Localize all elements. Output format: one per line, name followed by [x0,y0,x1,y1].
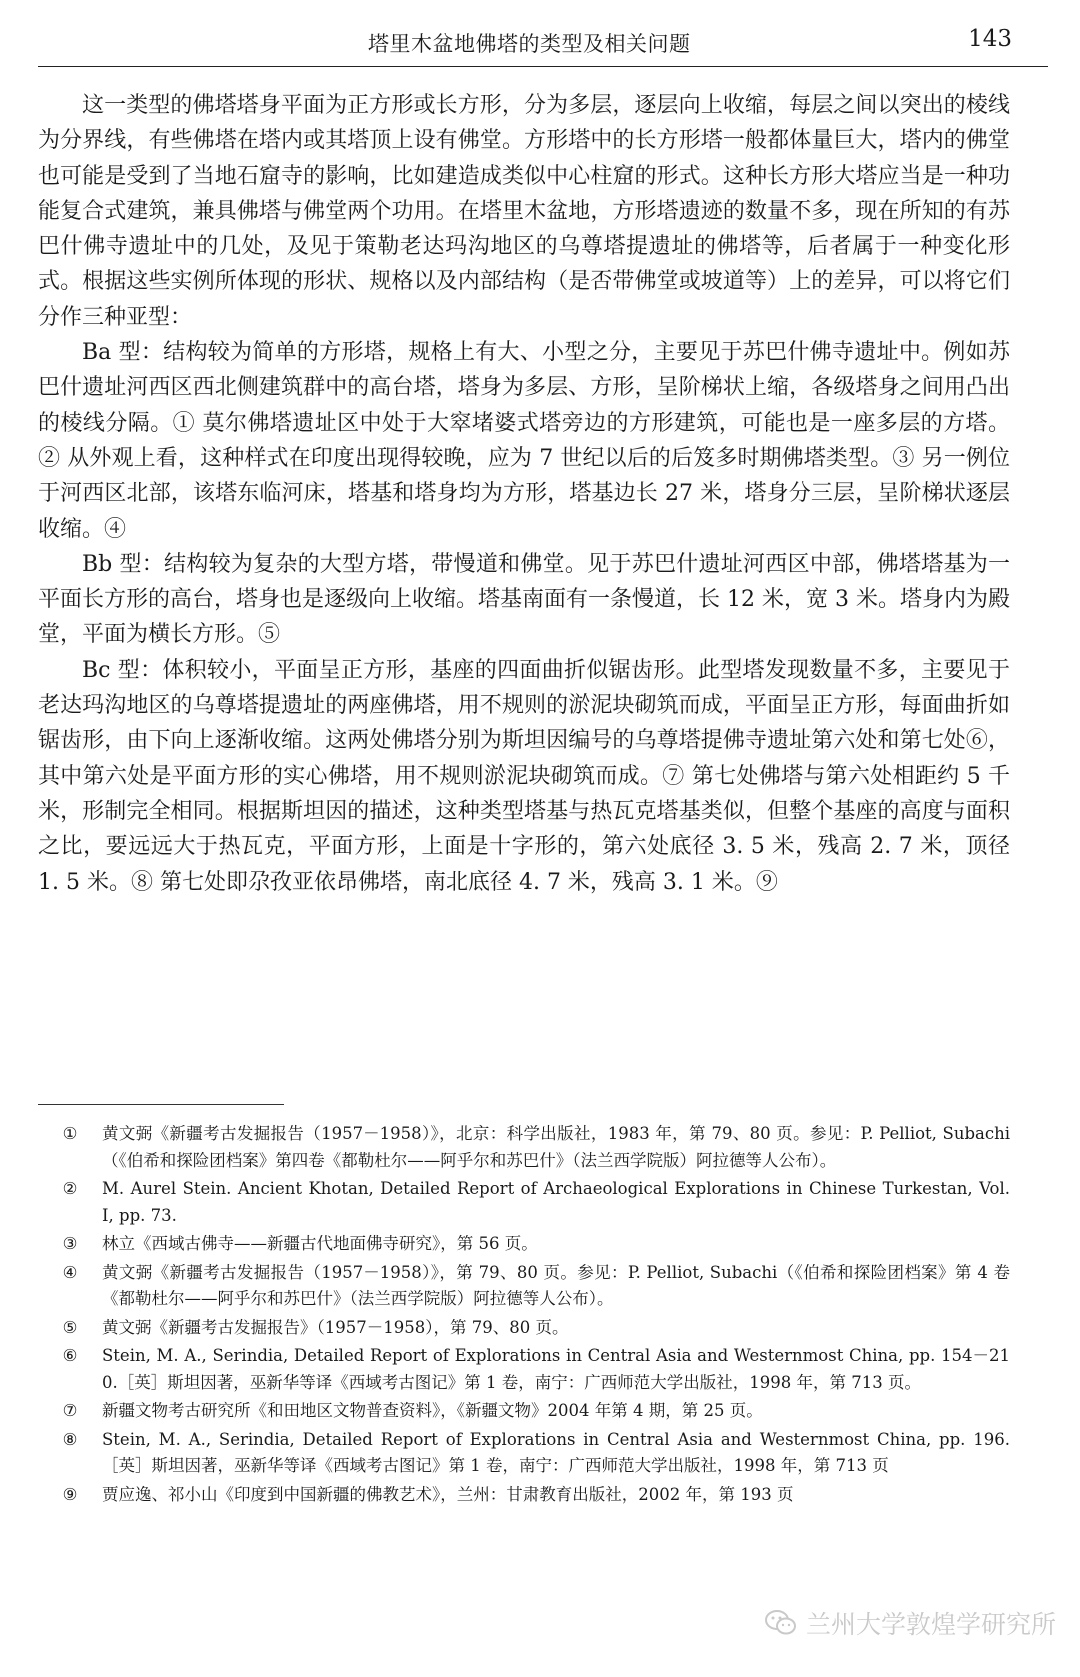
footnote-number: ③ [62,1234,78,1253]
body-text [38,88,1010,900]
footnote-number: ⑤ [62,1317,78,1337]
paragraph: 这一类型的佛塔塔身平面为正方形或长方形，分为多层，逐层向上收缩，每层之间以突出的棱线为分界线，有些佛塔在塔内或其塔顶上设有佛堂。方形塔中的长方形塔一般都体量巨大，塔内的佛堂也可能是受到了当地石窟寺的影响，比如建造成类似中心柱窟的形式。这种长方形大塔应当是一种功能复合式建筑，兼具佛塔与佛堂两个功用。在塔里木盆地，方形塔遗迹的数量不多，现在所知的有苏巴什佛寺遗址中的几处，及见于策勒老达玛沟地区的乌尊塔提遗址的佛塔等，后者属于一种变化形式。根据这些实例所体现的形状、规格以及内部结构（是否带佛堂或坡道等）上的差异，可以将它们分作三种亚型： [38,93,1010,330]
footnote [38,1398,1010,1425]
page-number: 143 [968,26,1012,52]
watermark [764,1605,1056,1641]
footnote [38,1482,1010,1509]
footnote-number: ⑧ [62,1429,78,1449]
footnote-text: 黄文弼《新疆考古发掘报告》（1957－1958），第 79、80 页。 [102,1317,569,1337]
footnote-text: Stein, M. A., Serindia, Detailed Report of Explorations in Central Asia and Westernmost China, pp. 154－210.［英］斯坦因著，巫新华等译《西域考古图记》第 1 卷，南宁：广西师范大学出版社，1998 年，第 713 页。 [102,1346,1010,1392]
footnote-number: ② [62,1179,78,1198]
footnote-text: 贾应逸、祁小山《印度到中国新疆的佛教艺术》，兰州：甘肃教育出版社，2002 年，第 193 页 [102,1484,794,1504]
footnote-number: ① [62,1124,78,1143]
wechat-icon [764,1608,798,1638]
footnote [38,1427,1010,1480]
footnote-text: 林立《西域古佛寺——新疆古代地面佛寺研究》，第 56 页。 [102,1234,538,1253]
page-header [38,24,1048,67]
footnote-number: ④ [62,1262,78,1282]
paragraph: Bb 型：结构较为复杂的大型方塔，带慢道和佛堂。见于苏巴什遗址河西区中部，佛塔塔基为一平面长方形的高台，塔身也是逐级向上收缩。塔基南面有一条慢道，长 12 米，宽 3 米。塔身内为殿堂，平面为横长方形。⑤ [38,551,1010,648]
footnote-text: Stein, M. A., Serindia, Detailed Report of Explorations in Central Asia and Westernmost China, pp. 196.［英］斯坦因著，巫新华等译《西域考古图记》第 1 卷，南宁：广西师范大学出版社，1998 年，第 713 页 [102,1429,1010,1475]
footnote-text: 新疆文物考古研究所《和田地区文物普查资料》，《新疆文物》2004 年第 4 期，第 25 页。 [102,1401,763,1420]
footnote-text: 黄文弼《新疆考古发掘报告（1957－1958）》，第 79、80 页。参见：P. Pelliot, Subachi（《伯希和探险团档案》第 4 卷《都勒杜尔——阿乎尔和苏巴什》（法兰西学院版）阿拉德等人公布）。 [102,1262,1010,1308]
paragraph: Ba 型：结构较为简单的方形塔，规格上有大、小型之分，主要见于苏巴什佛寺遗址中。例如苏巴什遗址河西区西北侧建筑群中的高台塔，塔身为多层、方形，呈阶梯状上缩，各级塔身之间用凸出的棱线分隔。① 莫尔佛塔遗址区中处于大窣堵婆式塔旁边的方形建筑，可能也是一座多层的方塔。② 从外观上看，这种样式在印度出现得较晚，应为 7 世纪以后的后笈多时期佛塔类型。③ 另一例位于河西区北部，该塔东临河床，塔基和塔身均为方形，塔基边长 27 米，塔身分三层，呈阶梯状逐层收缩。④ [38,340,1010,542]
footnotes [38,1121,1010,1510]
footnote-number: ⑥ [62,1346,78,1365]
footnote [38,1176,1010,1229]
footnote-text: 黄文弼《新疆考古发掘报告（1957－1958）》，北京：科学出版社，1983 年，第 79、80 页。参见：P. Pelliot, Subachi（《伯希和探险团档案》第四卷《都勒杜尔——阿乎尔和苏巴什》（法兰西学院版）阿拉德等人公布）。 [102,1124,1010,1170]
footnote [38,1260,1010,1313]
footnote [38,1121,1010,1174]
footnote [38,1315,1010,1342]
footnote-number: ⑨ [62,1484,78,1504]
paragraph: Bc 型：体积较小，平面呈正方形，基座的四面曲折似锯齿形。此型塔发现数量不多，主要见于老达玛沟地区的乌尊塔提遗址的两座佛塔，用不规则的淤泥块砌筑而成，平面呈正方形，每面曲折如锯齿形，由下向上逐渐收缩。这两处佛塔分别为斯坦因编号的乌尊塔提佛寺遗址第六处和第七处⑥，其中第六处是平面方形的实心佛塔，用不规则淤泥块砌筑而成。⑦ 第七处佛塔与第六处相距约 5 千米，形制完全相同。根据斯坦因的描述，这种类型塔基与热瓦克塔基类似，但整个基座的高度与面积之比，要远远大于热瓦克，平面方形，上面是十字形的，第六处底径 3. 5 米，残高 2. 7 米，顶径 1. 5 米。⑧ 第七处即尕孜亚依昂佛塔，南北底径 4. 7 米，残高 3. 1 米。⑨ [38,657,1010,895]
footnote [38,1231,1010,1258]
footnote-separator [38,1104,284,1105]
running-title: 塔里木盆地佛塔的类型及相关问题 [368,32,691,56]
footnote-text: M. Aurel Stein. Ancient Khotan, Detailed Report of Archaeological Explorations in Chinese Turkestan, Vol. I, pp. 73. [102,1179,1010,1225]
watermark-text: 兰州大学敦煌学研究所 [805,1610,1056,1639]
footnote-number: ⑦ [62,1401,78,1420]
footnote [38,1343,1010,1396]
